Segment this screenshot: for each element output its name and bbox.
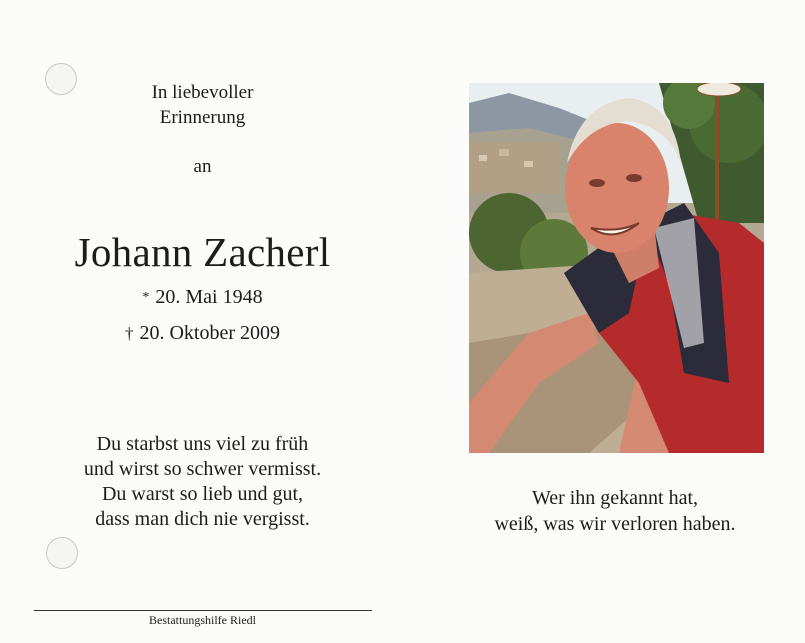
poem-line-1: Du starbst uns viel zu früh xyxy=(96,433,309,455)
poem xyxy=(30,432,375,532)
cross-icon: † xyxy=(124,324,134,343)
poem-line-2: und wirst so schwer vermisst. xyxy=(83,458,322,480)
intro-line-1: In liebevoller xyxy=(151,82,254,103)
birth-date-line xyxy=(30,286,375,309)
intro-line-2: Erinnerung xyxy=(159,107,246,128)
poem-line-3: Du warst so lieb und gut, xyxy=(101,483,304,505)
quote-line-1: Wer ihn gekannt hat, xyxy=(531,487,699,509)
deceased-name: Johann Zacherl xyxy=(74,229,331,275)
death-date: 20. Oktober 2009 xyxy=(139,322,281,344)
left-panel xyxy=(30,0,375,643)
birth-star-icon: * xyxy=(142,290,150,305)
death-date-line xyxy=(30,322,375,345)
portrait-illustration xyxy=(469,83,764,453)
poem-line-4: dass man dich nie vergisst. xyxy=(95,508,310,530)
an-text: an xyxy=(193,156,212,177)
intro-text xyxy=(30,80,375,130)
birth-date: 20. Mai 1948 xyxy=(155,286,263,308)
quote-line-2: weiß, was wir verloren haben. xyxy=(494,513,736,535)
portrait-photo xyxy=(469,83,764,453)
footer-divider xyxy=(34,610,372,611)
quote xyxy=(455,485,775,537)
funeral-home: Bestattungshilfe Riedl xyxy=(149,613,256,627)
